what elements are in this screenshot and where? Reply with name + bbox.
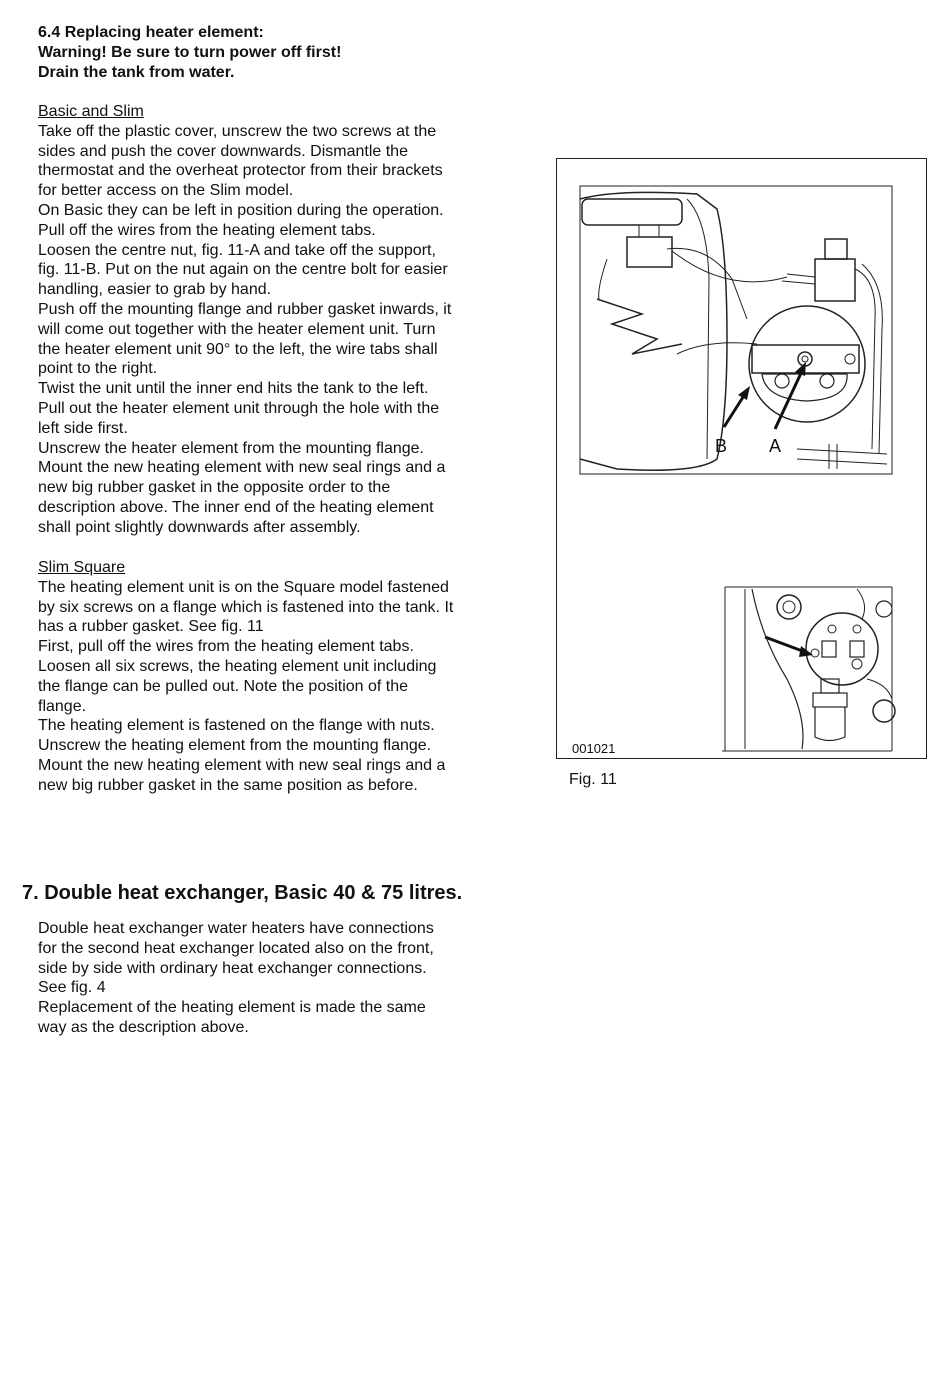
text-line: Replacement of the heating element is made the same bbox=[38, 999, 426, 1017]
figure-code: 001021 bbox=[572, 741, 616, 756]
text-line: for the second heat exchanger located also on the front, bbox=[38, 939, 434, 957]
basic-slim-body bbox=[38, 122, 508, 538]
text-line: Loosen the centre nut, fig. 11-A and take off the support, bbox=[38, 241, 436, 259]
text-line: the flange can be pulled out. Note the position of the bbox=[38, 677, 409, 695]
section-7-body bbox=[38, 919, 508, 1038]
text-line: Pull off the wires from the heating element tabs. bbox=[38, 221, 376, 239]
slim-square-subheading: Slim Square bbox=[38, 559, 126, 576]
text-line: First, pull off the wires from the heating element tabs. bbox=[38, 638, 414, 656]
text-line: handling, easier to grab by hand. bbox=[38, 281, 272, 299]
figure-caption: Fig. 11 bbox=[569, 771, 617, 788]
text-line: for better access on the Slim model. bbox=[38, 182, 294, 200]
label-a: A bbox=[769, 436, 782, 456]
text-line: shall point slightly downwards after assembly. bbox=[38, 518, 361, 536]
text-line: way as the description above. bbox=[38, 1018, 249, 1036]
text-line: Unscrew the heating element from the mounting flange. bbox=[38, 737, 432, 755]
label-b: B bbox=[715, 436, 728, 456]
heading-line-warning: Warning! Be sure to turn power off first! bbox=[38, 43, 342, 61]
text-line: new big rubber gasket in the opposite order to the bbox=[38, 479, 391, 497]
slim-square-section bbox=[38, 558, 508, 796]
text-line: Unscrew the heater element from the mounting flange. bbox=[38, 439, 424, 457]
basic-slim-section bbox=[38, 102, 508, 538]
text-line: by six screws on a flange which is fastened into the tank. It bbox=[38, 598, 454, 616]
text-line: thermostat and the overheat protector from their brackets bbox=[38, 162, 443, 180]
text-line: side by side with ordinary heat exchanger connections. bbox=[38, 959, 427, 977]
text-line: will come out together with the heater element unit. Turn bbox=[38, 320, 436, 338]
text-line: On Basic they can be left in position during the operation. bbox=[38, 201, 444, 219]
text-line: flange. bbox=[38, 697, 87, 715]
text-line: description above. The inner end of the heating element bbox=[38, 498, 434, 516]
text-line: Mount the new heating element with new seal rings and a bbox=[38, 756, 446, 774]
heater-element-drawing bbox=[557, 159, 928, 760]
slim-square-body bbox=[38, 578, 508, 796]
text-line: Push off the mounting flange and rubber gasket inwards, it bbox=[38, 300, 452, 318]
basic-slim-subheading: Basic and Slim bbox=[38, 103, 144, 120]
text-line: the heater element unit 90° to the left, the wire tabs shall bbox=[38, 340, 438, 358]
section-6-4-heading bbox=[38, 23, 508, 82]
text-line: has a rubber gasket. See fig. 11 bbox=[38, 618, 264, 636]
text-line: Take off the plastic cover, unscrew the two screws at the bbox=[38, 122, 437, 140]
text-line: sides and push the cover downwards. Dismantle the bbox=[38, 142, 408, 160]
text-line: Double heat exchanger water heaters have connections bbox=[38, 920, 434, 937]
heading-line-drain: Drain the tank from water. bbox=[38, 63, 235, 81]
text-line: point to the right. bbox=[38, 360, 158, 378]
text-line: Twist the unit until the inner end hits the tank to the left. bbox=[38, 380, 429, 398]
heading-line-title: 6.4 Replacing heater element: bbox=[38, 24, 264, 41]
text-line: Loosen all six screws, the heating element unit including bbox=[38, 657, 437, 675]
figure-11 bbox=[556, 158, 927, 759]
text-line: left side first. bbox=[38, 419, 128, 437]
text-line: new big rubber gasket in the same position as before. bbox=[38, 776, 418, 794]
text-line: The heating element unit is on the Square model fastened bbox=[38, 578, 449, 596]
section-7-heading: 7. Double heat exchanger, Basic 40 & 75 litres. bbox=[22, 882, 463, 904]
text-line: The heating element is fastened on the flange with nuts. bbox=[38, 717, 435, 735]
text-line: fig. 11-B. Put on the nut again on the centre bolt for easier bbox=[38, 261, 448, 279]
text-line: Pull out the heater element unit through the hole with the bbox=[38, 399, 440, 417]
text-line: See fig. 4 bbox=[38, 979, 106, 997]
text-line: Mount the new heating element with new seal rings and a bbox=[38, 459, 446, 477]
